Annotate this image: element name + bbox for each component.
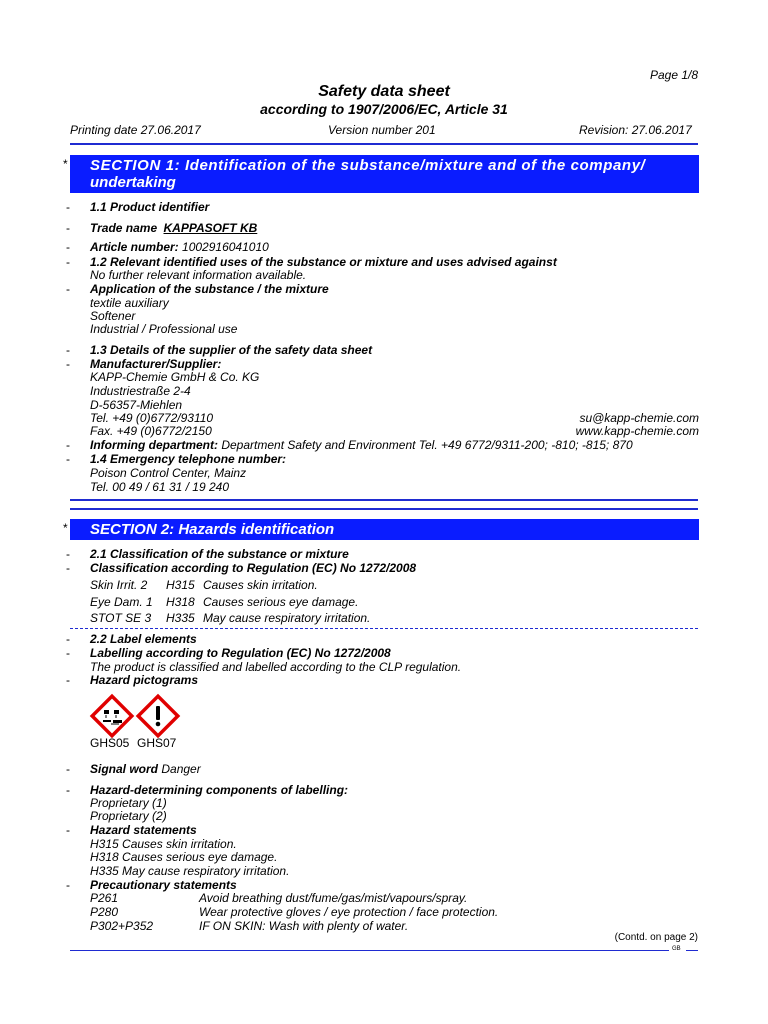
- label-elements-heading: 2.2 Label elements: [90, 632, 197, 646]
- precautionary-text: Avoid breathing dust/fume/gas/mist/vapours/spray.: [199, 891, 468, 905]
- section2-marker: *: [63, 521, 68, 535]
- pictograms-heading: Hazard pictograms: [90, 673, 199, 687]
- company-website[interactable]: www.kapp-chemie.com: [575, 424, 699, 438]
- country-code: GB: [672, 946, 681, 952]
- document-title: Safety data sheet: [318, 83, 450, 100]
- hazard-statement: H318 Causes serious eye damage.: [90, 850, 278, 864]
- classification-category: STOT SE 3: [90, 611, 152, 625]
- classification-text: Causes serious eye damage.: [203, 595, 359, 609]
- classification-code: H318: [166, 595, 195, 609]
- section2-header: [70, 519, 699, 540]
- header-divider: [70, 143, 698, 145]
- company-fax: Fax. +49 (0)6772/2150: [90, 424, 212, 438]
- classification-code: H315: [166, 578, 195, 592]
- hazard-statement: H335 May cause respiratory irritation.: [90, 864, 290, 878]
- trade-name-value: KAPPASOFT KB: [163, 221, 258, 235]
- poison-tel: Tel. 00 49 / 61 31 / 19 240: [90, 480, 230, 494]
- version-number: Version number 201: [328, 123, 436, 137]
- informing-value: Department Safety and Environment Tel. +49 6772/9311-200; -810; -815; 870: [221, 438, 633, 452]
- application-item: Softener: [90, 309, 136, 323]
- classification-category: Eye Dam. 1: [90, 595, 153, 609]
- article-number-value: 1002916041010: [182, 240, 269, 254]
- components-heading: Hazard-determining components of labelling:: [90, 783, 349, 797]
- company-email[interactable]: su@kapp-chemie.com: [579, 411, 699, 425]
- informing-label: Informing department:: [90, 438, 218, 452]
- precautionary-text: Wear protective gloves / eye protection / face protection.: [199, 905, 499, 919]
- pictogram-code: GHS07: [137, 736, 177, 750]
- section1-marker: *: [63, 157, 68, 171]
- section-divider: [70, 499, 698, 501]
- page-number: Page 1/8: [650, 68, 699, 82]
- section1-title-line2: undertaking: [90, 174, 176, 191]
- precautionary-code: P280: [90, 905, 119, 919]
- uses-heading: 1.2 Relevant identified uses of the substance or mixture and uses advised against: [90, 255, 557, 269]
- component-item: Proprietary (2): [90, 809, 167, 823]
- uses-text: No further relevant information available.: [90, 268, 307, 282]
- document-subtitle: according to 1907/2006/EC, Article 31: [260, 101, 508, 117]
- section-divider: [70, 508, 698, 510]
- precautionary-code: P302+P352: [90, 919, 154, 933]
- printing-date: Printing date 27.06.2017: [70, 123, 201, 137]
- product-identifier-heading: 1.1 Product identifier: [90, 200, 210, 214]
- signal-word-value: Danger: [161, 762, 201, 776]
- precautionary-heading: Precautionary statements: [90, 878, 237, 892]
- classification-text: May cause respiratory irritation.: [203, 611, 371, 625]
- classification-text: Causes skin irritation.: [203, 578, 318, 592]
- hazard-statements-heading: Hazard statements: [90, 823, 197, 837]
- signal-word-label: Signal word: [90, 762, 159, 776]
- emergency-heading: 1.4 Emergency telephone number:: [90, 452, 287, 466]
- application-item: textile auxiliary: [90, 296, 169, 310]
- classification-code: H335: [166, 611, 195, 625]
- section1-title-line1: SECTION 1: Identification of the substance/mixture and of the company/: [90, 157, 646, 174]
- corrosion-pictogram-icon: [89, 693, 135, 739]
- hazard-statement: H315 Causes skin irritation.: [90, 837, 237, 851]
- signal-word-row: [90, 762, 201, 776]
- exclamation-pictogram-icon: [135, 693, 181, 739]
- company-name: KAPP-Chemie GmbH & Co. KG: [90, 370, 260, 384]
- dashed-divider: [70, 628, 698, 629]
- section2-title: SECTION 2: Hazards identification: [90, 521, 335, 538]
- continued-note: (Contd. on page 2): [614, 932, 698, 943]
- footer-divider: [70, 950, 669, 951]
- company-tel: Tel. +49 (0)6772/93110: [90, 411, 214, 425]
- company-city: D-56357-Miehlen: [90, 398, 183, 412]
- poison-center: Poison Control Center, Mainz: [90, 466, 247, 480]
- article-number-row: [90, 240, 269, 254]
- article-number-label: Article number:: [90, 240, 179, 254]
- precautionary-text: IF ON SKIN: Wash with plenty of water.: [199, 919, 409, 933]
- revision-date: Revision: 27.06.2017: [579, 123, 692, 137]
- trade-name-label: Trade name: [90, 221, 158, 235]
- footer-divider: [686, 950, 698, 951]
- informing-department-row: [90, 438, 633, 452]
- manufacturer-label: Manufacturer/Supplier:: [90, 357, 222, 371]
- section1-header: [70, 155, 699, 193]
- supplier-heading: 1.3 Details of the supplier of the safety data sheet: [90, 343, 373, 357]
- pictogram-code: GHS05: [90, 736, 130, 750]
- application-heading: Application of the substance / the mixture: [90, 282, 329, 296]
- regulation-heading: Classification according to Regulation (EC) No 1272/2008: [90, 561, 417, 575]
- classification-category: Skin Irrit. 2: [90, 578, 148, 592]
- classification-heading: 2.1 Classification of the substance or mixture: [90, 547, 349, 561]
- company-street: Industriestraße 2-4: [90, 384, 191, 398]
- trade-name-row: [90, 221, 257, 235]
- precautionary-code: P261: [90, 891, 119, 905]
- component-item: Proprietary (1): [90, 796, 167, 810]
- labelling-text: The product is classified and labelled according to the CLP regulation.: [90, 660, 462, 674]
- labelling-heading: Labelling according to Regulation (EC) No 1272/2008: [90, 646, 391, 660]
- application-item: Industrial / Professional use: [90, 322, 238, 336]
